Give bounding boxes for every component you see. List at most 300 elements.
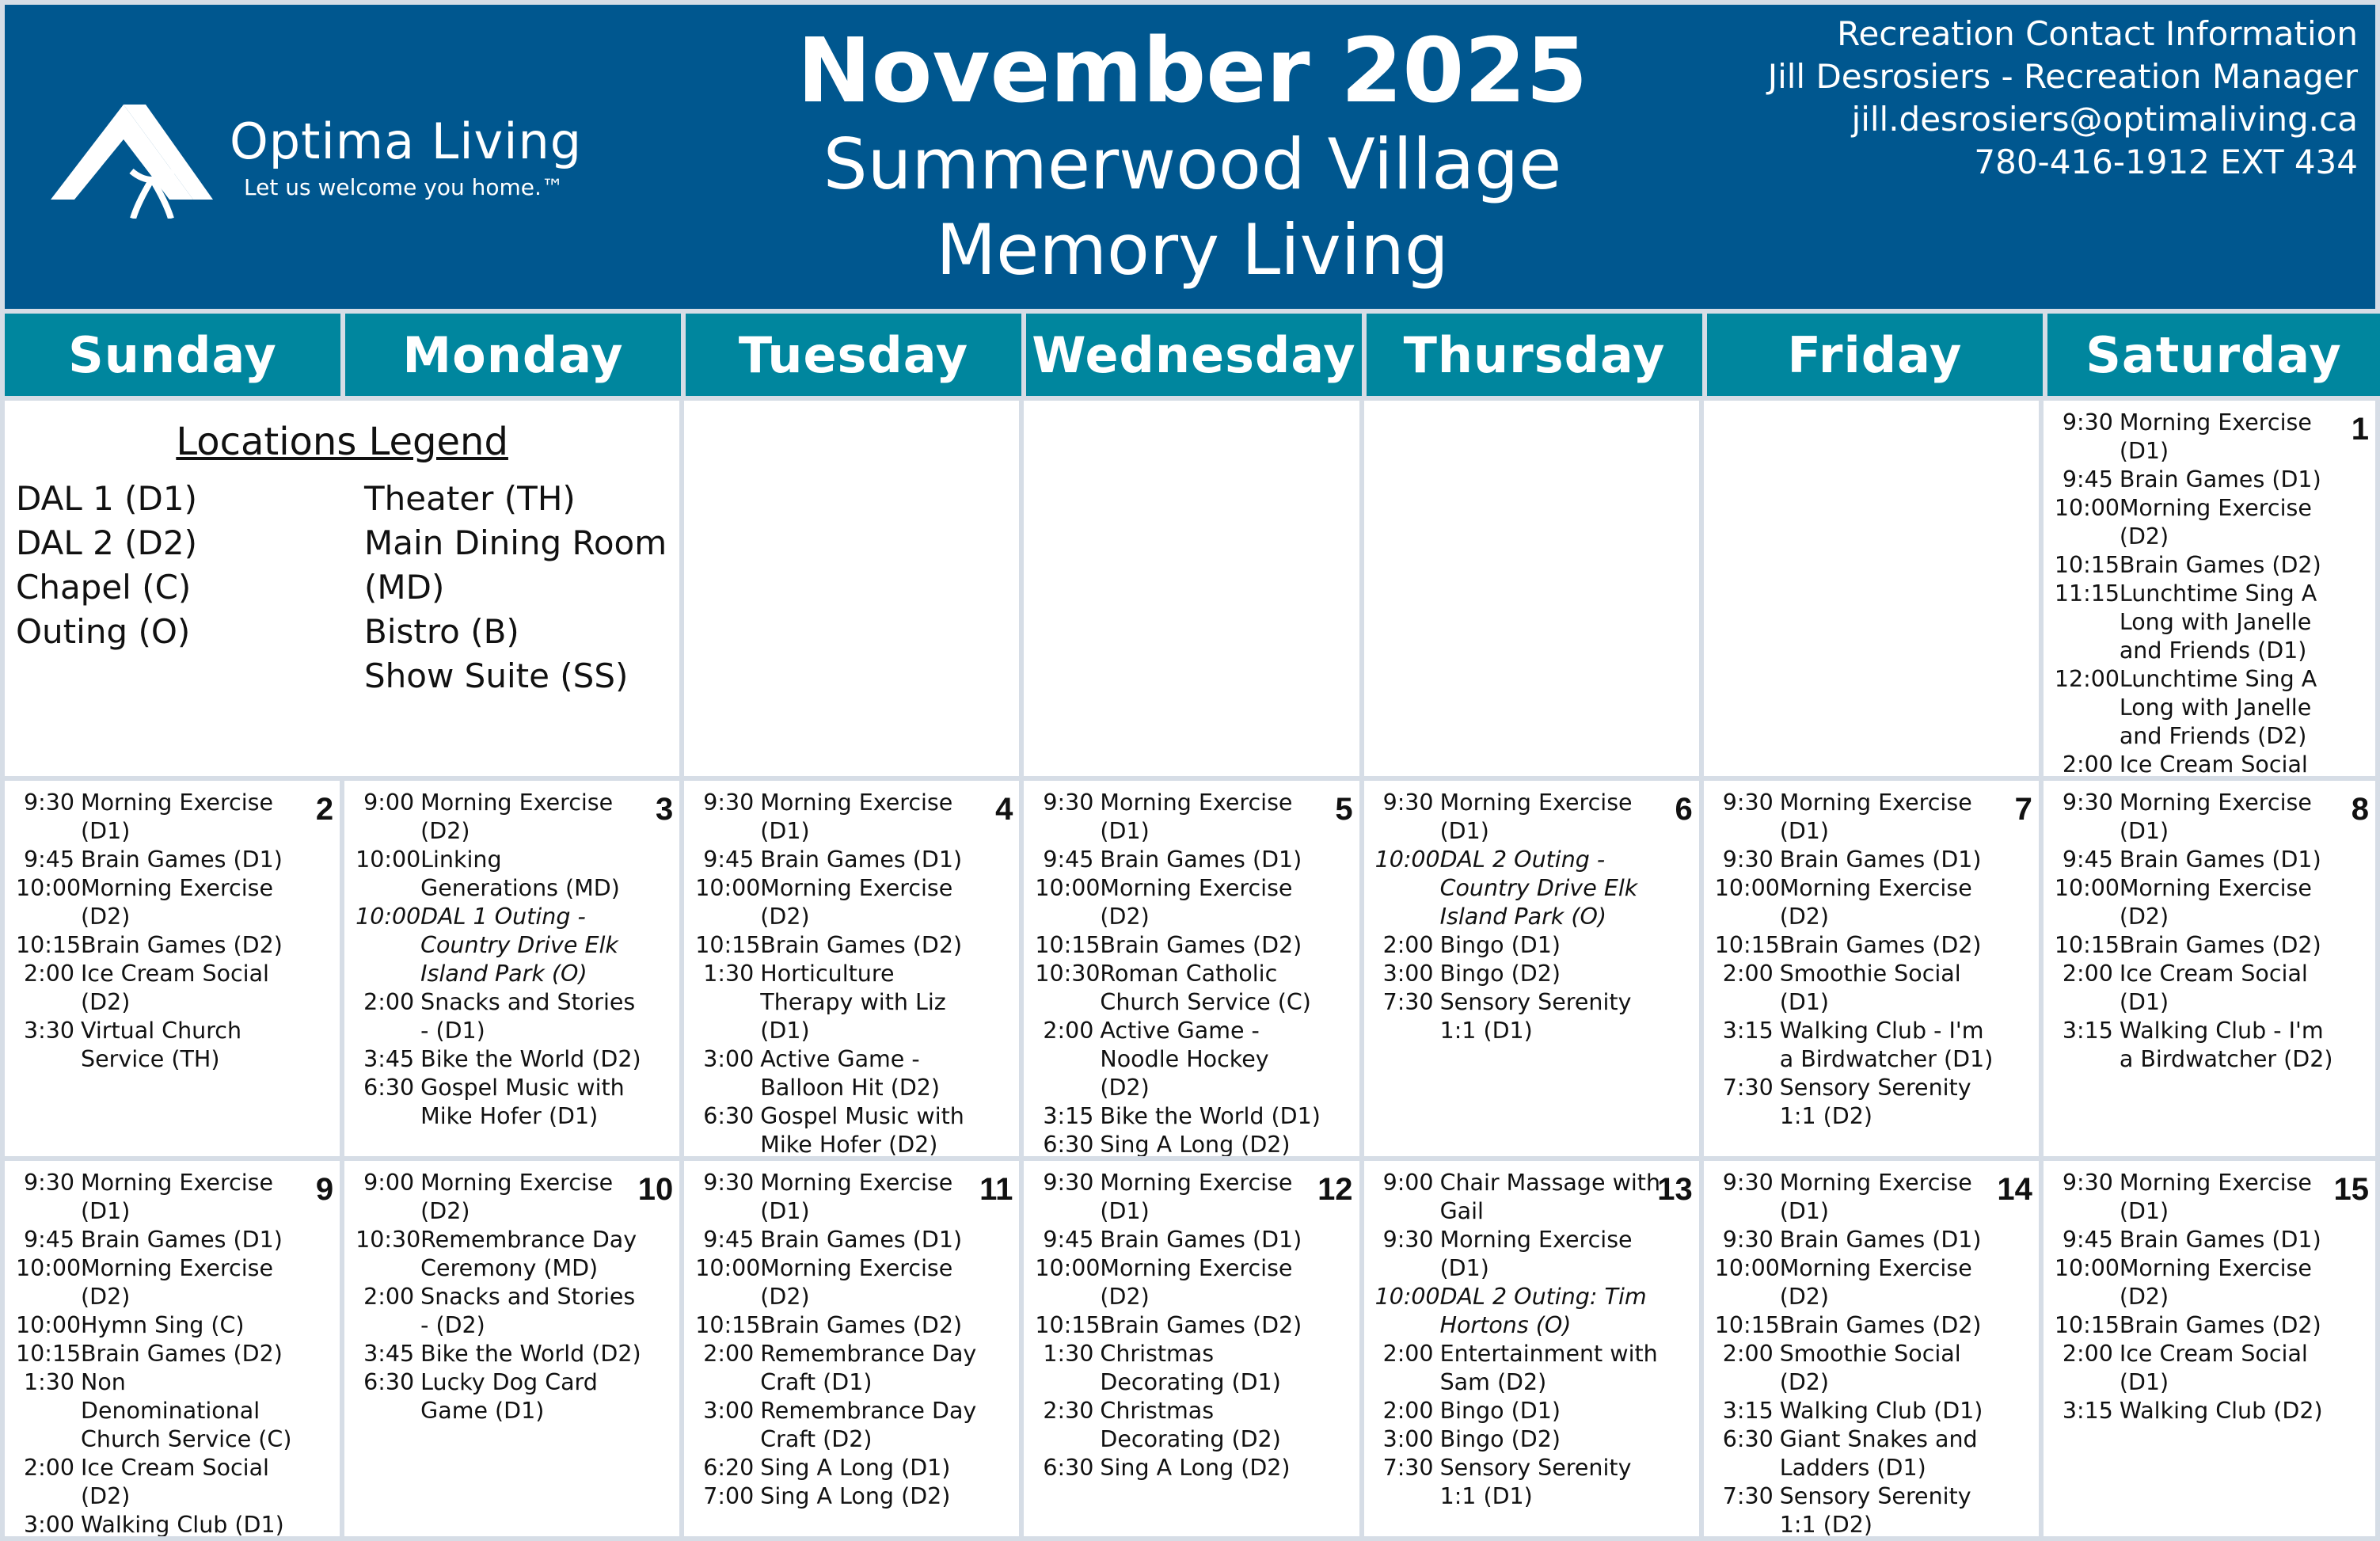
event-time: 9:30 <box>2062 790 2113 816</box>
day-number: 2 <box>315 792 334 827</box>
event-time: 9:45 <box>2062 1227 2113 1253</box>
event-time: 2:00 <box>1043 1018 1094 1044</box>
event-time: 6:30 <box>1043 1455 1094 1481</box>
event-name: Brain Games (D2) <box>2119 1312 2321 1338</box>
event-list <box>1364 781 1699 1045</box>
event-item <box>1375 1283 1663 1340</box>
event-name: Morning Exercise (D2) <box>760 875 953 930</box>
event-name: Smoothie Social (D1) <box>1779 961 1961 1015</box>
event-item <box>2055 931 2339 960</box>
event-time: 3:45 <box>363 1046 415 1072</box>
event-list <box>5 781 340 1074</box>
event-name: Smoothie Social (D2) <box>1779 1341 1961 1395</box>
calendar-header <box>5 5 2375 309</box>
event-item <box>2055 1311 2339 1340</box>
event-list <box>684 781 1019 1156</box>
event-time: 6:30 <box>363 1369 415 1395</box>
event-item <box>695 789 983 846</box>
event-name: Morning Exercise (D2) <box>760 1255 953 1310</box>
event-name: Morning Exercise (D1) <box>1439 790 1633 844</box>
event-item <box>2055 789 2339 846</box>
event-item <box>1715 1254 2002 1311</box>
event-item <box>355 1283 643 1340</box>
event-item <box>1035 1340 1322 1397</box>
event-time: 2:00 <box>1382 932 1434 958</box>
event-name: Sensory Serenity 1:1 (D2) <box>1779 1075 1971 1129</box>
event-time: 3:00 <box>24 1512 74 1536</box>
event-name: Morning Exercise (D2) <box>420 1170 614 1224</box>
event-name: Morning Exercise (D2) <box>81 1255 274 1310</box>
event-name: Giant Snakes and Ladders (D1) <box>1779 1426 1978 1481</box>
event-item <box>1715 789 2002 846</box>
event-name: Brain Games (D2) <box>81 932 283 958</box>
event-item <box>2055 1397 2339 1425</box>
day-cell <box>1024 1161 1359 1536</box>
event-time: 10:00 <box>355 904 421 930</box>
logo-name: Optima Living <box>230 112 583 170</box>
event-item <box>16 874 303 931</box>
event-time: 2:00 <box>1722 1341 1774 1367</box>
legend-item: (MD) <box>364 568 445 607</box>
event-time: 3:15 <box>2062 1018 2113 1044</box>
event-item <box>16 1511 303 1536</box>
day-number: 15 <box>2333 1172 2369 1207</box>
event-name: Active Game - Noodle Hockey (D2) <box>1100 1018 1269 1101</box>
event-time: 10:15 <box>695 1312 761 1338</box>
event-name: Walking Club (D1) <box>1779 1398 1983 1424</box>
event-item <box>355 1340 643 1368</box>
event-item <box>695 1397 983 1454</box>
event-list <box>2044 781 2375 1074</box>
event-name: Gospel Music with Mike Hofer (D1) <box>420 1075 625 1129</box>
event-time: 10:15 <box>16 932 82 958</box>
event-item <box>1035 1131 1322 1156</box>
event-name: Linking Generations (MD) <box>420 847 620 901</box>
event-time: 2:00 <box>363 1284 415 1310</box>
event-time: 9:30 <box>1722 1170 1774 1196</box>
event-name: Ice Cream Social (D1) <box>2119 1341 2308 1395</box>
event-time: 10:00 <box>1374 847 1440 873</box>
event-item <box>1035 874 1322 931</box>
event-name: Brain Games (D1) <box>760 1227 963 1253</box>
event-time: 1:30 <box>1043 1341 1094 1367</box>
event-time: 10:00 <box>695 1255 761 1281</box>
event-item <box>2055 1169 2339 1226</box>
page-title: November 2025 <box>797 20 1588 123</box>
event-time: 10:00 <box>16 1255 82 1281</box>
event-item <box>2055 1340 2339 1397</box>
event-item <box>1715 874 2002 931</box>
event-name: Morning Exercise (D2) <box>1779 1255 1972 1310</box>
event-time: 9:30 <box>1382 1227 1434 1253</box>
event-list <box>1704 781 2039 1131</box>
event-name: Entertainment with Sam (D2) <box>1439 1341 1658 1395</box>
contact-info <box>1768 13 2358 184</box>
day-number: 13 <box>1657 1172 1693 1207</box>
event-name: Morning Exercise (D2) <box>2119 875 2312 930</box>
event-time: 9:30 <box>703 790 755 816</box>
event-item <box>1375 988 1663 1045</box>
legend-item: Main Dining Room <box>364 523 667 562</box>
event-item <box>16 1226 303 1254</box>
event-time: 10:00 <box>1714 875 1780 901</box>
event-item <box>16 1254 303 1311</box>
day-cell <box>1024 781 1359 1156</box>
event-time: 9:45 <box>24 1227 74 1253</box>
day-cell <box>1364 781 1699 1156</box>
event-time: 10:00 <box>1374 1284 1440 1310</box>
event-item <box>695 1045 983 1102</box>
event-name: Brain Games (D1) <box>2119 466 2321 493</box>
week-row <box>5 1161 2375 1536</box>
event-name: Bingo (D1) <box>1439 1398 1561 1424</box>
legend-item: Show Suite (SS) <box>364 656 629 695</box>
event-item <box>695 1482 983 1511</box>
event-name: Bike the World (D2) <box>420 1046 641 1072</box>
event-name: Sing A Long (D2) <box>1100 1132 1291 1156</box>
event-item <box>1035 1169 1322 1226</box>
event-time: 9:00 <box>363 790 415 816</box>
event-list <box>1024 1161 1359 1482</box>
event-list <box>2044 401 2375 776</box>
day-number: 9 <box>315 1172 334 1207</box>
event-time: 9:30 <box>24 1170 74 1196</box>
event-name: Brain Games (D1) <box>81 1227 283 1253</box>
day-number: 10 <box>637 1172 674 1207</box>
event-time: 12:00 <box>2054 666 2120 692</box>
event-time: 9:00 <box>1382 1170 1434 1196</box>
day-number: 12 <box>1317 1172 1353 1207</box>
event-time: 6:30 <box>1043 1132 1094 1156</box>
legend-column-2 <box>364 477 667 698</box>
event-time: 10:00 <box>695 875 761 901</box>
contact-manager: Jill Desrosiers - Recreation Manager <box>1767 57 2358 96</box>
legend-item: Chapel (C) <box>16 568 192 607</box>
event-name: Bingo (D1) <box>1439 932 1561 958</box>
event-item <box>1715 1425 2002 1482</box>
event-item <box>695 1102 983 1156</box>
weekday-thursday: Thursday <box>1367 314 1702 396</box>
event-time: 10:15 <box>16 1341 82 1367</box>
event-item <box>1035 1102 1322 1131</box>
event-time: 6:30 <box>363 1075 415 1101</box>
event-item <box>1715 846 2002 874</box>
event-name: Brain Games (D1) <box>1100 1227 1302 1253</box>
day-cell <box>2044 1161 2375 1536</box>
event-list <box>684 1161 1019 1511</box>
day-cell <box>5 1161 340 1536</box>
event-name: Morning Exercise (D2) <box>2119 495 2312 550</box>
contact-email[interactable]: jill.desrosiers@optimaliving.ca <box>1851 100 2358 139</box>
event-item <box>16 1340 303 1368</box>
event-item <box>695 931 983 960</box>
event-list <box>5 1161 340 1536</box>
day-cell <box>684 1161 1019 1536</box>
event-name: Morning Exercise (D1) <box>760 790 953 844</box>
event-time: 10:00 <box>2054 495 2120 521</box>
event-name: Roman Catholic Church Service (C) <box>1100 961 1311 1015</box>
event-time: 7:30 <box>1382 1455 1434 1481</box>
event-time: 2:00 <box>703 1341 755 1367</box>
event-name: Brain Games (D1) <box>2119 847 2321 873</box>
event-item <box>695 1454 983 1482</box>
day-number: 5 <box>1335 792 1353 827</box>
event-time: 9:45 <box>2062 466 2113 493</box>
weekday-monday: Monday <box>345 314 681 396</box>
event-item <box>1035 931 1322 960</box>
event-time: 10:15 <box>1714 1312 1780 1338</box>
event-name: Brain Games (D2) <box>760 932 963 958</box>
event-name: Morning Exercise (D2) <box>81 875 274 930</box>
event-item <box>1375 1425 1663 1454</box>
event-item <box>2055 409 2339 466</box>
event-item <box>1375 960 1663 988</box>
event-name: Ice Cream Social (D1) <box>2119 961 2308 1015</box>
event-item <box>1035 1311 1322 1340</box>
event-time: 9:30 <box>24 790 74 816</box>
event-name: Sing A Long (D2) <box>760 1483 951 1509</box>
contact-heading: Recreation Contact Information <box>1837 14 2358 53</box>
event-name: Brain Games (D2) <box>2119 552 2321 578</box>
event-time: 2:00 <box>24 1455 74 1481</box>
event-name: Brain Games (D1) <box>760 847 963 873</box>
event-list <box>2044 1161 2375 1425</box>
event-name: Sensory Serenity 1:1 (D1) <box>1439 989 1632 1044</box>
day-number: 11 <box>979 1172 1013 1207</box>
event-name: Bike the World (D2) <box>420 1341 641 1367</box>
optima-living-logo <box>51 92 583 219</box>
event-item <box>1375 846 1663 931</box>
event-name: Christmas Decorating (D1) <box>1100 1341 1281 1395</box>
event-time: 2:00 <box>1382 1341 1434 1367</box>
event-time: 2:00 <box>363 989 415 1015</box>
event-time: 10:00 <box>16 875 82 901</box>
event-time: 10:15 <box>1714 932 1780 958</box>
event-item <box>1375 1226 1663 1283</box>
event-item <box>2055 494 2339 551</box>
event-name: Morning Exercise (D1) <box>1439 1227 1633 1281</box>
event-time: 7:30 <box>1722 1075 1774 1101</box>
day-cell <box>344 1161 679 1536</box>
event-item <box>2055 1226 2339 1254</box>
event-item <box>16 846 303 874</box>
event-item <box>695 874 983 931</box>
event-time: 9:45 <box>24 847 74 873</box>
event-name: Morning Exercise (D1) <box>2119 1170 2312 1224</box>
weekday-header-row <box>5 314 2375 396</box>
event-time: 7:00 <box>703 1483 755 1509</box>
event-time: 3:00 <box>1382 961 1434 987</box>
event-item <box>16 960 303 1017</box>
event-item <box>695 1311 983 1340</box>
event-item <box>16 1017 303 1074</box>
event-name: Brain Games (D2) <box>2119 932 2321 958</box>
event-time: 10:00 <box>2054 1255 2120 1281</box>
day-number: 8 <box>2351 792 2369 827</box>
event-item <box>1375 1169 1663 1226</box>
event-name: Morning Exercise (D1) <box>1779 1170 1972 1224</box>
event-time: 2:00 <box>1382 1398 1434 1424</box>
day-cell <box>1704 781 2039 1156</box>
event-time: 3:45 <box>363 1341 415 1367</box>
event-item <box>1035 1397 1322 1454</box>
event-time: 9:45 <box>2062 847 2113 873</box>
event-time: 9:30 <box>2062 1170 2113 1196</box>
weekday-friday: Friday <box>1707 314 2043 396</box>
event-item <box>1375 1397 1663 1425</box>
event-item <box>695 1340 983 1397</box>
event-item <box>16 1311 303 1340</box>
event-time: 6:30 <box>703 1103 755 1129</box>
legend-column-1 <box>16 477 197 654</box>
event-time: 3:00 <box>703 1398 755 1424</box>
event-name: Horticulture Therapy with Liz (D1) <box>760 961 946 1044</box>
event-item <box>1035 1454 1322 1482</box>
event-time: 1:30 <box>703 961 755 987</box>
event-name: Sing A Long (D1) <box>760 1455 951 1481</box>
event-item <box>2055 551 2339 580</box>
event-name: Virtual Church Service (TH) <box>81 1018 242 1072</box>
legend-item: DAL 2 (D2) <box>16 523 197 562</box>
event-item <box>355 1226 643 1283</box>
event-item <box>1035 960 1322 1017</box>
event-name: Morning Exercise (D1) <box>1100 790 1293 844</box>
event-name: Morning Exercise (D1) <box>2119 790 2312 844</box>
event-item <box>355 846 643 903</box>
event-item <box>16 1169 303 1226</box>
event-time: 9:45 <box>703 847 755 873</box>
event-item <box>1035 1017 1322 1102</box>
legend-item: Theater (TH) <box>364 479 576 518</box>
event-name: Gospel Music with Mike Hofer (D2) <box>760 1103 964 1156</box>
event-time: 10:30 <box>1035 961 1101 987</box>
event-time: 2:30 <box>1043 1398 1094 1424</box>
event-time: 9:45 <box>1043 1227 1094 1253</box>
event-time: 10:00 <box>1035 1255 1101 1281</box>
legend-item: Bistro (B) <box>364 612 519 651</box>
event-item <box>355 1368 643 1425</box>
event-name: DAL 1 Outing - Country Drive Elk Island Park (O) <box>420 904 618 987</box>
event-item <box>355 988 643 1045</box>
event-time: 6:20 <box>703 1455 755 1481</box>
event-item <box>2055 846 2339 874</box>
event-name: Active Game - Balloon Hit (D2) <box>760 1046 941 1101</box>
event-item <box>16 1454 303 1511</box>
event-item <box>695 846 983 874</box>
event-item <box>355 1169 643 1226</box>
week-row <box>5 401 2375 776</box>
event-name: Sing A Long (D2) <box>1100 1455 1291 1481</box>
event-name: Sensory Serenity 1:1 (D2) <box>1779 1483 1971 1536</box>
day-cell <box>2044 401 2375 776</box>
event-name: Morning Exercise (D1) <box>2119 409 2312 464</box>
event-list <box>1704 1161 2039 1536</box>
event-time: 3:15 <box>1722 1398 1774 1424</box>
event-item <box>1375 1340 1663 1397</box>
event-name: Morning Exercise (D2) <box>1779 875 1972 930</box>
event-item <box>1715 1169 2002 1226</box>
day-number: 1 <box>2351 412 2369 447</box>
event-name: Remembrance Day Ceremony (MD) <box>420 1227 637 1281</box>
event-time: 3:30 <box>24 1018 74 1044</box>
event-list <box>344 1161 679 1425</box>
event-time: 11:15 <box>2054 580 2120 607</box>
event-item <box>1375 931 1663 960</box>
event-item <box>1375 789 1663 846</box>
locations-legend <box>5 401 679 776</box>
event-item <box>1715 1482 2002 1536</box>
event-time: 10:15 <box>2054 932 2120 958</box>
event-item <box>1715 960 2002 1017</box>
event-item <box>355 1045 643 1074</box>
program-name: Memory Living <box>936 209 1449 291</box>
event-name: Remembrance Day Craft (D1) <box>760 1341 977 1395</box>
event-time: 10:15 <box>2054 552 2120 578</box>
event-name: Morning Exercise (D2) <box>2119 1255 2312 1310</box>
logo-tagline: Let us welcome you home.™ <box>244 174 564 200</box>
event-time: 1:30 <box>24 1369 74 1395</box>
event-item <box>1715 1311 2002 1340</box>
event-time: 2:00 <box>2062 961 2113 987</box>
day-number: 7 <box>2014 792 2032 827</box>
event-name: Ice Cream Social (D2) <box>81 1455 269 1509</box>
event-list <box>1024 781 1359 1156</box>
week-row <box>5 781 2375 1156</box>
event-name: Walking Club (D1) <box>81 1512 284 1536</box>
contact-phone: 780-416-1912 EXT 434 <box>1974 143 2358 181</box>
event-item <box>355 1074 643 1131</box>
event-time: 9:30 <box>1722 847 1774 873</box>
event-item <box>695 1169 983 1226</box>
event-item <box>1715 931 2002 960</box>
event-name: Non Denominational Church Service (C) <box>81 1369 292 1452</box>
event-item <box>16 789 303 846</box>
event-list <box>1364 1161 1699 1511</box>
event-time: 10:30 <box>355 1227 421 1253</box>
event-time: 9:30 <box>1043 1170 1094 1196</box>
day-cell <box>1704 1161 2039 1536</box>
event-time: 3:15 <box>1043 1103 1094 1129</box>
day-number: 4 <box>995 792 1013 827</box>
event-name: Hymn Sing (C) <box>81 1312 245 1338</box>
title-block <box>797 21 1588 293</box>
event-item <box>695 1226 983 1254</box>
empty-day-cell <box>1704 401 2039 776</box>
event-item <box>2055 580 2339 665</box>
event-time: 7:30 <box>1382 989 1434 1015</box>
day-cell <box>344 781 679 1156</box>
empty-day-cell <box>684 401 1019 776</box>
event-time: 7:30 <box>1722 1483 1774 1509</box>
legend-item: DAL 1 (D1) <box>16 479 197 518</box>
event-name: Walking Club (D2) <box>2119 1398 2323 1424</box>
legend-title: Locations Legend <box>176 420 508 464</box>
event-name: Morning Exercise (D2) <box>420 790 614 844</box>
event-name: Brain Games (D1) <box>81 847 283 873</box>
weekday-sunday: Sunday <box>5 314 340 396</box>
event-name: Brain Games (D2) <box>1100 932 1302 958</box>
event-name: Ice Cream Social <box>2119 751 2308 776</box>
event-name: Brain Games (D2) <box>81 1341 283 1367</box>
event-item <box>2055 1017 2339 1074</box>
event-time: 9:30 <box>1722 1227 1774 1253</box>
event-item <box>2055 960 2339 1017</box>
event-item <box>16 1368 303 1454</box>
event-time: 10:00 <box>355 847 421 873</box>
event-time: 3:00 <box>703 1046 755 1072</box>
event-name: Ice Cream Social (D2) <box>81 961 269 1015</box>
event-time: 10:15 <box>2054 1312 2120 1338</box>
